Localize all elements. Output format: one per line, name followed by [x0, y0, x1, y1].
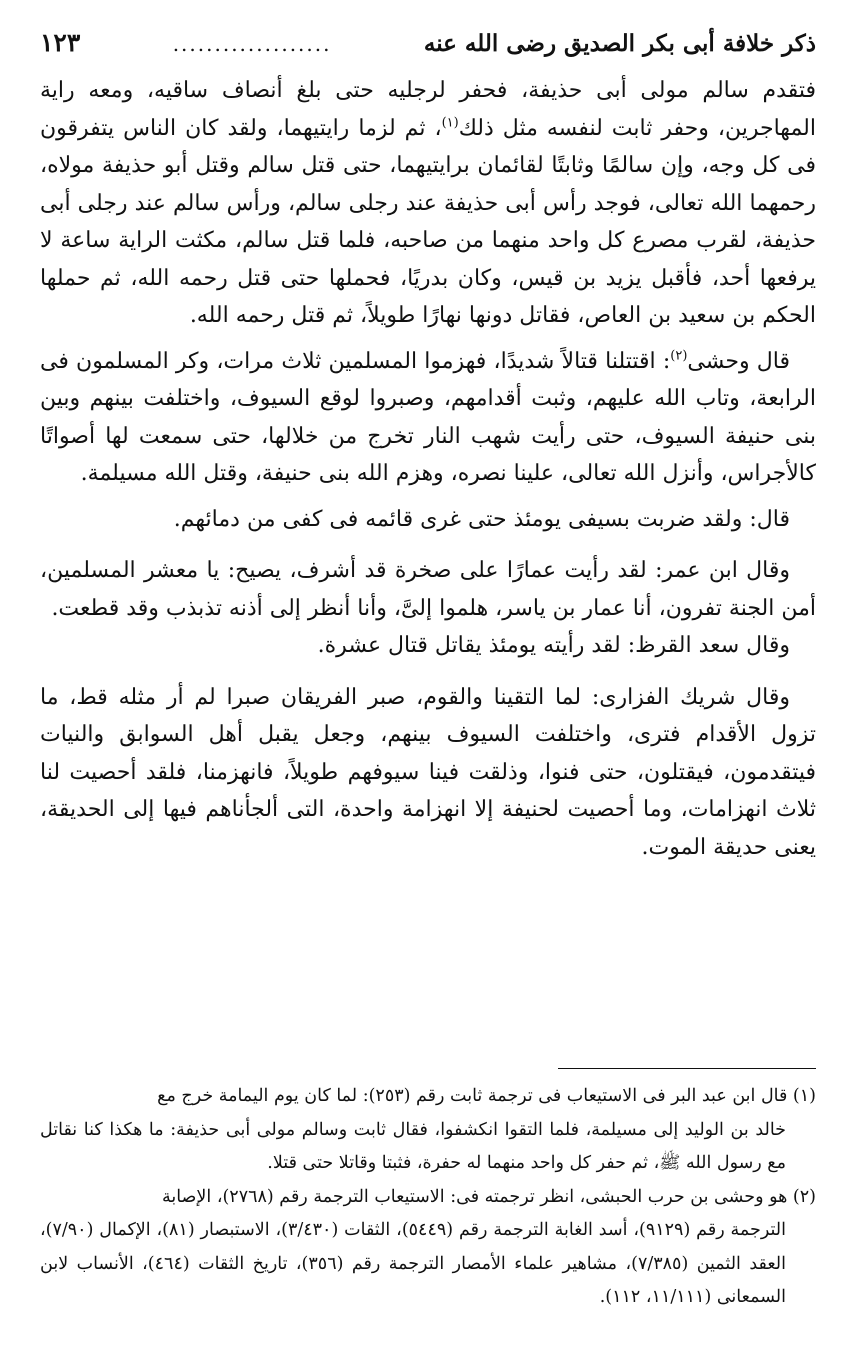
paragraph-text: ، ثم لزما رايتيهما، ولقد كان الناس يتفرقون فى كل وجه، وإن سالمًا وثابتًا لقائمان برايتيهما، حتى قتل سالم وقتل أبو حذيفة مولاه، رحمهما الله تعالى، فوجد رأس أبى حذيفة عند رجلى سالم، ورأس سالم عند رجلى أبى حذيفة، لقرب مصرع كل واحد منهما من صاحبه، فلما قتل سالم، مكثت الراية ساعة لا يرفعها أحد، فأقبل يزيد بن قيس، وكان بدريًا، فحملها حتى قتل رحمه الله، ثم حملها الحكم بن سعيد بن العاص، فقاتل دونها نهارًا طويلاً، ثم قتل رحمه الله. [40, 115, 816, 328]
paragraph-text: قال وحشى [687, 348, 790, 374]
footnote-text: (١) قال ابن عبد البر فى الاستيعاب فى ترجمة ثابت رقم (٢٥٣): لما كان يوم اليمامة خرج مع [157, 1086, 816, 1106]
main-text [40, 72, 816, 866]
footnote-2 [40, 1181, 816, 1315]
leader-dots: ................... [172, 32, 332, 56]
paragraph-sword: قال: ولقد ضربت بسيفى يومئذ حتى غرى قائمه فى كفى من دمائهم. [173, 506, 790, 532]
footnote-text: الترجمة رقم (٩١٢٩)، أسد الغابة الترجمة رقم (٥٤٤٩)، الثقات (٣/٤٣٠)، الاستبصار (٨١)، الإكمال (٧/٩٠)، العقد الثمين (٧/٣٨٥)، مشاهير علماء الأمصار الترجمة رقم (٣٥٦)، تاريخ الثقات (٤٦٤)، الأنساب لابن السمعانى (١١/١١١، ١١٢). [40, 1220, 787, 1307]
paragraph-wahshi [40, 343, 816, 493]
footnote-text: (٢) هو وحشى بن حرب الحبشى، انظر ترجمته فى: الاستيعاب الترجمة رقم (٢٧٦٨)، الإصابة [161, 1186, 816, 1207]
footnote-divider [558, 1068, 816, 1069]
footnote-ref-1: (١) [441, 115, 459, 131]
paragraph-text: فتقدم سالم مولى أبى حذيفة، فحفر لرجليه حتى بلغ أنصاف ساقيه، ومعه راية المهاجرين، وحفر ثابت لنفسه مثل ذلك [40, 78, 816, 141]
footnote-ref-2: (٢) [670, 348, 688, 364]
running-header [40, 28, 816, 72]
running-title: ذكر خلافة أبى بكر الصديق رضى الله عنه [423, 30, 816, 57]
page-number: ١٢٣ [40, 28, 81, 57]
paragraph-ibn-umar: وقال ابن عمر: لقد رأيت عمارًا على صخرة قد أشرف، يصيح: يا معشر المسلمين، أمن الجنة تفرون، أنا عمار بن ياسر، هلموا إلىَّ، وأنا أنظر إلى أذنه تذبذب وقد قطعت. [40, 558, 816, 621]
book-page [40, 28, 816, 1348]
footnote-1 [40, 1080, 816, 1181]
paragraph-saad: وقال سعد القرظ: لقد رأيته يومئذ يقاتل قتال عشرة. [317, 633, 790, 658]
footnotes [40, 1080, 816, 1315]
paragraph-text: : اقتتلنا قتالاً شديدًا، فهزموا المسلمين ثلاث مرات، وكر المسلمون فى الرابعة، وتاب الله عليهم، وثبت أقدامهم، وصبروا لوقع السيوف، واختلفت بينهم وبين بنى حنيفة السيوف، حتى رأيت شهب النار تخرج من خلالها، حتى سمعت لها أصواتًا كالأجراس، وأنزل الله تعالى، علينا نصره، وهزم الله بنى حنيفة، وقتل الله مسيلمة. [40, 348, 816, 486]
footnote-text: خالد بن الوليد إلى مسيلمة، فلما التقوا انكشفوا، فقال ثابت وسالم مولى أبى حذيفة: ما هكذا كنا نقاتل مع رسول الله ﷺ، ثم حفر كل واحد منهما له حفرة، فثبتا وقاتلا حتى قتلا. [40, 1119, 786, 1173]
paragraph-sharik: وقال شريك الفزارى: لما التقينا والقوم، صبر الفريقان صبرا لم أر مثله قط، ما تزول الأقدام فترى، واختلفت السيوف بينهم، وجعل يقبل أهل السوابق والنيات فيتقدمون، فيقتلون، حتى فنوا، وذلقت فينا سيوفهم طويلاً، فانهزمنا، فلقد أحصيت لنا ثلاث انهزامات، وما أحصيت لحنيفة إلا انهزامة واحدة، التى ألجأناهم فيها إلى الحديقة، يعنى حديقة الموت. [40, 684, 816, 860]
paragraph-salim [40, 72, 816, 335]
